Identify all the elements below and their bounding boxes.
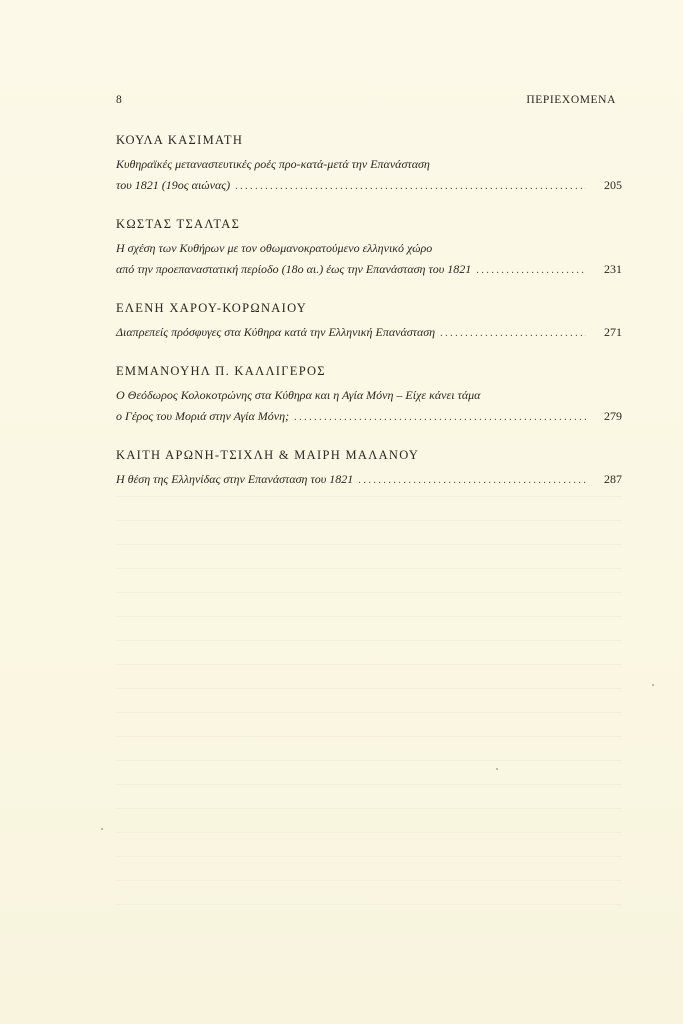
entry-author: ΚΩΣΤΑΣ ΤΣΑΛΤΑΣ — [116, 217, 241, 231]
entry-last-line — [116, 175, 622, 197]
entry-page-number: 279 — [604, 409, 622, 423]
entry-title-line: από την προεπαναστατική περίοδο (18ο αι.) έως την Επανάσταση του 1821 — [116, 262, 472, 276]
dot-leader — [235, 176, 586, 197]
entry-author: ΚΟΥΛΑ ΚΑΣΙΜΑΤΗ — [116, 133, 244, 147]
entry-page-number: 287 — [604, 472, 622, 486]
entry-last-line — [116, 322, 622, 344]
entry-last-line — [116, 406, 622, 428]
toc-entry[interactable] — [116, 363, 622, 428]
entry-title-line: ο Γέρος του Μοριά στην Αγία Μόνη; — [116, 409, 290, 423]
entry-author: ΕΛΕΝΗ ΧΑΡΟΥ-ΚΟΡΩΝΑΙΟΥ — [116, 301, 308, 315]
toc-entry[interactable] — [116, 300, 622, 344]
entry-title-line: Η σχέση των Κυθήρων με τον οθωμανοκρατούμενο ελληνικό χώρο — [116, 241, 433, 255]
dot-leader — [440, 323, 586, 344]
show-through-text — [116, 480, 622, 910]
entry-page-number: 205 — [604, 178, 622, 192]
paper-speck — [101, 828, 103, 830]
section-title: ΠΕΡΙΕΧΟΜΕΝΑ — [526, 94, 616, 106]
entry-title-line: Διαπρεπείς πρόσφυγες στα Κύθηρα κατά την Ελληνική Επανάσταση — [116, 325, 436, 339]
entry-last-line — [116, 259, 622, 281]
dot-leader — [294, 407, 586, 428]
entry-page-number: 231 — [604, 262, 622, 276]
toc-entry[interactable] — [116, 132, 622, 197]
entry-title-line: Η θέση της Ελληνίδας στην Επανάσταση του 1821 — [116, 472, 354, 486]
table-of-contents — [116, 132, 622, 510]
paper-speck — [496, 768, 498, 770]
page-number: 8 — [116, 94, 122, 106]
entry-title-line: του 1821 (19ος αιώνας) — [116, 178, 231, 192]
entry-author: ΚΑΙΤΗ ΑΡΩΝΗ-ΤΣΙΧΛΗ & ΜΑΙΡΗ ΜΑΛΑΝΟΥ — [116, 448, 420, 462]
paper-speck — [652, 684, 654, 686]
running-head — [116, 94, 616, 110]
toc-entry[interactable] — [116, 216, 622, 281]
dot-leader — [476, 260, 586, 281]
entry-author: ΕΜΜΑΝΟΥΗΛ Π. ΚΑΛΛΙΓΕΡΟΣ — [116, 364, 326, 378]
entry-title-line: Κυθηραϊκές μεταναστευτικές ροές προ-κατά-μετά την Επανάσταση — [116, 157, 430, 171]
entry-page-number: 271 — [604, 325, 622, 339]
entry-title-line: Ο Θεόδωρος Κολοκοτρώνης στα Κύθηρα και η Αγία Μόνη – Είχε κάνει τάμα — [116, 388, 481, 402]
